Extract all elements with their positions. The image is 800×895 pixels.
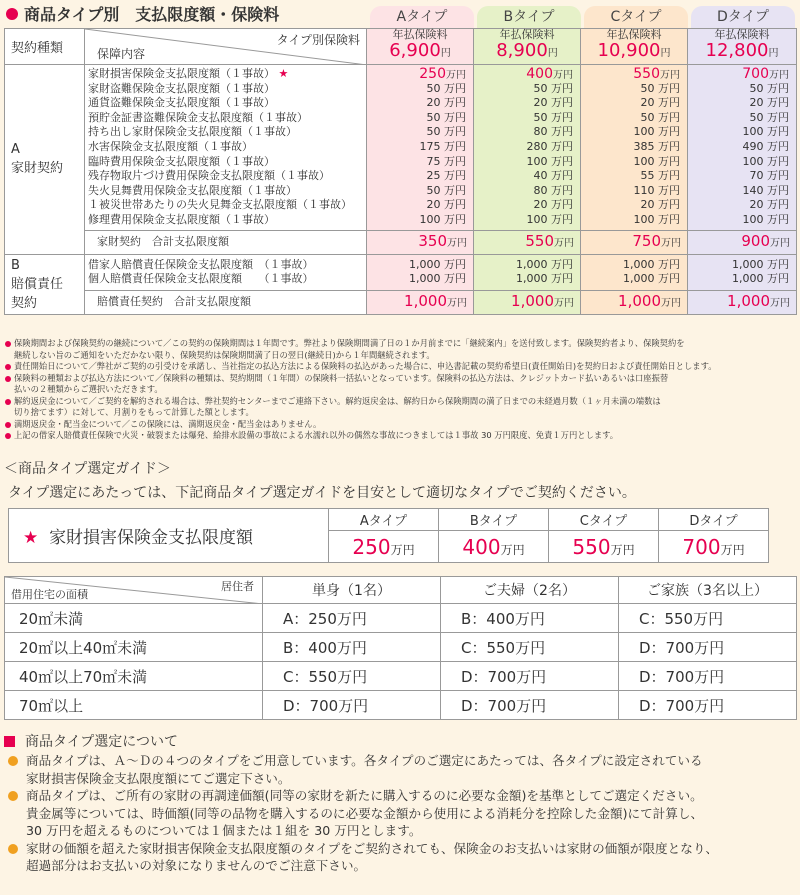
section-b-values-d <box>688 254 797 290</box>
coverage-value: 70 万円 <box>749 169 789 183</box>
coverage-value: 20 万円 <box>533 198 573 212</box>
coverage-value: 100 万円 <box>742 125 789 139</box>
coverage-value: 100 万円 <box>633 125 680 139</box>
section-b-values-a <box>367 254 474 290</box>
limit-type-c: Cタイプ <box>549 509 659 531</box>
limit-label: ★ 家財損害保険金支払限度額 <box>9 509 329 563</box>
coverage-value: 100 万円 <box>526 212 573 226</box>
coverage-item: 臨時費用保険金支払限度額（１事故） <box>88 154 275 168</box>
area-cell: D：700万円 <box>263 691 441 720</box>
area-cell: D：700万円 <box>619 633 797 662</box>
star-icon: ★ <box>23 528 39 548</box>
coverage-value: 700万円 <box>742 66 789 82</box>
area-cell: D：700万円 <box>619 662 797 691</box>
coverage-value: 20 万円 <box>533 96 573 110</box>
coverage-value: 50 万円 <box>426 125 466 139</box>
about-line: 30 万円を超えるものについては１個または１組を 30 万円とします。 <box>26 823 422 838</box>
area-row-label: 20㎡未満 <box>5 604 263 633</box>
coverage-value: 1,000 万円 <box>623 272 680 286</box>
section-b-items <box>85 254 367 290</box>
coverage-item: 水害保険金支払限度額（１事故） <box>88 139 253 153</box>
about-bullet: 家財の価額を超えた家財損害保険金支払限度額のタイプをご契約されても、保険金のお支払いは家財の価額が限度となり、 <box>6 840 796 858</box>
about-bullet: 商品タイプは、ご所有の家財の再調達価額(同等の家財を新たに購入するのに必要な金額)を基準としてご選定ください。 <box>6 787 796 805</box>
coverage-item: 失火見舞費用保険金支払限度額（１事故） <box>88 183 297 197</box>
type-tab-a: Aタイプ <box>370 6 474 28</box>
about-line: 家財損害保険金支払限度額にてご選定下さい。 <box>26 770 291 786</box>
coverage-header: タイプ別保険料 保障内容 <box>85 29 367 65</box>
note-item-cont: 切り捨てます）に対して、月割りをもって計算した額とします。 <box>14 407 254 417</box>
coverage-item: 個人賠償責任保険金支払限度額 （１事故） <box>88 272 314 286</box>
about-bullet: 商品タイプは、Ａ～Ｄの４つのタイプをご用意しています。各タイプのご選定にあたっては、各タイプに設定されている <box>6 752 796 770</box>
section-a-summary-label: 家財契約 合計支払限度額 <box>85 230 367 254</box>
coverage-value: 50 万円 <box>640 81 680 95</box>
coverage-value: 50 万円 <box>533 81 573 95</box>
limit-type-b: Bタイプ <box>439 509 549 531</box>
note-item: 責任開始日について／弊社がご契約の引受けを承諾し、当社指定の払込方法による保険料の払込があった場合に、申込書記載の契約希望日(責任開始日)を契約日および責任開始日とします。 <box>4 361 794 373</box>
coverage-value: 80 万円 <box>533 183 573 197</box>
section-a-summary-c: 750万円 <box>581 230 688 254</box>
coverage-value: 140 万円 <box>742 183 789 197</box>
coverage-value: 50 万円 <box>426 81 466 95</box>
coverage-item: 修理費用保険金支払限度額（１事故） <box>88 212 275 226</box>
type-tab-d: Dタイプ <box>691 6 795 28</box>
note-item: 保険期間および保険契約の継続について／この契約の保険期間は１年間です。弊社より保険期間満了日の１か月前までに「継続案内」を送付致します。保険契約者より、保険契約を <box>4 338 794 350</box>
area-table <box>4 576 797 720</box>
section-b-summary-d: 1,000万円 <box>688 290 797 314</box>
coverage-value: 20 万円 <box>749 96 789 110</box>
area-corner: 居住者 借用住宅の面積 <box>5 577 263 604</box>
section-b-summary-c: 1,000万円 <box>581 290 688 314</box>
coverage-value: 50 万円 <box>749 110 789 124</box>
type-tab-b: Bタイプ <box>477 6 581 28</box>
note-item: 保険料の種類および払込方法について／保険料の種類は、契約期間（１年間）の保険料一括払いとなっています。保険料の払込方法は、クレジットカード払いあるいは口座振替 <box>4 373 794 385</box>
limit-type-a: Aタイプ <box>329 509 439 531</box>
area-col-single: 単身（1名） <box>263 577 441 604</box>
section-a-label: A 家財契約 <box>5 65 85 255</box>
guide-title: ＜商品タイプ選定ガイド＞ <box>4 461 171 477</box>
page-title: 商品タイプ別 支払限度額・保険料 <box>6 2 279 25</box>
limit-type-d: Dタイプ <box>659 509 769 531</box>
limit-value-d: 700万円 <box>659 531 769 563</box>
coverage-value: 110 万円 <box>633 183 680 197</box>
area-cell: B：400万円 <box>263 633 441 662</box>
coverage-item: 家財損害保険金支払限度額（１事故） ★ <box>88 67 289 80</box>
area-cell: A：250万円 <box>263 604 441 633</box>
coverage-value: 100 万円 <box>526 154 573 168</box>
coverage-value: 1,000 万円 <box>409 257 466 271</box>
limit-value-b: 400万円 <box>439 531 549 563</box>
area-cell: D：700万円 <box>441 662 619 691</box>
section-a-values-b <box>474 65 581 231</box>
section-a-summary-b: 550万円 <box>474 230 581 254</box>
coverage-value: 55 万円 <box>640 169 680 183</box>
area-row-label: 40㎡以上70㎡未満 <box>5 662 263 691</box>
square-bullet-icon <box>4 736 15 747</box>
coverage-value: 490 万円 <box>742 139 789 153</box>
coverage-value: 280 万円 <box>526 139 573 153</box>
premium-cell-b: 年払保険料 8,900円 <box>474 29 581 65</box>
section-a-items <box>85 65 367 231</box>
coverage-value: 50 万円 <box>749 81 789 95</box>
coverage-value: 100 万円 <box>633 154 680 168</box>
about-list <box>6 752 796 875</box>
coverage-item: 借家人賠償責任保険金支払限度額 （１事故） <box>88 257 314 271</box>
limit-table <box>8 508 769 563</box>
area-row-label: 70㎡以上 <box>5 691 263 720</box>
coverage-item: 家財盗難保険金支払限度額（１事故） <box>88 81 275 95</box>
premium-cell-a: 年払保険料 6,900円 <box>367 29 474 65</box>
coverage-value: 1,000 万円 <box>409 272 466 286</box>
section-b-summary-label: 賠償責任契約 合計支払限度額 <box>85 290 367 314</box>
about-line: 貴金属等については、時価額(同等の品物を購入するのに必要な金額から使用による消耗分を控除した金額)にて計算し、 <box>26 805 704 821</box>
coverage-value: 80 万円 <box>533 125 573 139</box>
section-a-summary-d: 900万円 <box>688 230 797 254</box>
coverage-value: 20 万円 <box>640 198 680 212</box>
area-cell: C：550万円 <box>619 604 797 633</box>
notes <box>4 338 794 442</box>
area-cell: D：700万円 <box>619 691 797 720</box>
coverage-value: 20 万円 <box>426 198 466 212</box>
coverage-value: 550万円 <box>633 66 680 82</box>
section-b-summary-a: 1,000万円 <box>367 290 474 314</box>
star-icon: ★ <box>275 67 289 80</box>
coverage-item: 通貨盗難保険金支払限度額（１事故） <box>88 96 275 110</box>
type-tab-c: Cタイプ <box>584 6 688 28</box>
coverage-value: 100 万円 <box>742 212 789 226</box>
guide-intro: タイプ選定にあたっては、下記商品タイプ選定ガイドを目安として適切なタイプでご契約ください。 <box>8 485 636 501</box>
coverage-value: 20 万円 <box>749 198 789 212</box>
section-a-values-a <box>367 65 474 231</box>
premium-cell-d: 年払保険料 12,800円 <box>688 29 797 65</box>
diagonal-line <box>85 29 367 65</box>
coverage-value: 1,000 万円 <box>516 257 573 271</box>
coverage-value: 1,000 万円 <box>623 257 680 271</box>
coverage-value: 25 万円 <box>426 169 466 183</box>
coverage-value: 385 万円 <box>633 139 680 153</box>
area-col-couple: ご夫婦（2名） <box>441 577 619 604</box>
limit-value-a: 250万円 <box>329 531 439 563</box>
area-cell: D：700万円 <box>441 691 619 720</box>
note-item-cont: 払いの２種類からご選択いただきます。 <box>14 384 163 394</box>
coverage-item: 持ち出し家財保険金支払限度額（１事故） <box>88 125 297 139</box>
coverage-value: 1,000 万円 <box>732 272 789 286</box>
area-cell: B：400万円 <box>441 604 619 633</box>
coverage-value: 20 万円 <box>426 96 466 110</box>
coverage-value: 1,000 万円 <box>732 257 789 271</box>
section-b-summary-b: 1,000万円 <box>474 290 581 314</box>
contract-type-header: 契約種類 <box>5 29 85 65</box>
coverage-value: 175 万円 <box>419 139 466 153</box>
section-b-label: B 賠償責任 契約 <box>5 254 85 314</box>
coverage-value: 75 万円 <box>426 154 466 168</box>
area-col-family: ご家族（3名以上） <box>619 577 797 604</box>
bullet-icon <box>6 8 18 20</box>
section-a-summary-a: 350万円 <box>367 230 474 254</box>
coverage-item: １被災世帯あたりの失火見舞金支払限度額（１事故） <box>88 198 352 212</box>
area-cell: C：550万円 <box>441 633 619 662</box>
note-item-cont: 継続しない旨のご通知をいただかない限り、保険契約は保険期間満了日の翌日(継続日)から１年間継続されます。 <box>14 349 435 360</box>
coverage-item: 残存物取片づけ費用保険金支払限度額（１事故） <box>88 169 330 183</box>
coverage-value: 100 万円 <box>419 212 466 226</box>
coverage-value: 50 万円 <box>426 183 466 197</box>
coverage-value: 50 万円 <box>426 110 466 124</box>
area-cell: C：550万円 <box>263 662 441 691</box>
coverage-value: 100 万円 <box>742 154 789 168</box>
section-a-values-c <box>581 65 688 231</box>
section-a-values-d <box>688 65 797 231</box>
premium-cell-c: 年払保険料 10,900円 <box>581 29 688 65</box>
coverage-value: 20 万円 <box>640 96 680 110</box>
coverage-item: 預貯金証書盗難保険金支払限度額（１事故） <box>88 110 308 124</box>
note-item: 解約返戻金について／ご契約を解約される場合は、弊社契約センターまでご連絡下さい。解約返戻金は、解約日から保険期間の満了日までの未経過月数（１ヶ月未満の端数は <box>4 396 794 408</box>
coverage-value: 100 万円 <box>633 212 680 226</box>
section-b-values-b <box>474 254 581 290</box>
limit-value-c: 550万円 <box>549 531 659 563</box>
coverage-value: 1,000 万円 <box>516 272 573 286</box>
coverage-value: 40 万円 <box>533 169 573 183</box>
section-b-values-c <box>581 254 688 290</box>
area-row-label: 20㎡以上40㎡未満 <box>5 633 263 662</box>
coverage-value: 50 万円 <box>640 110 680 124</box>
coverage-value: 400万円 <box>526 66 573 82</box>
about-title: 商品タイプ選定について <box>4 731 178 751</box>
about-line: 超過部分はお支払いの対象になりませんのでご注意下さい。 <box>26 858 367 873</box>
coverage-table <box>4 28 797 315</box>
note-item: 満期返戻金・配当金について／この保険には、満期返戻金・配当金はありません。 <box>4 419 794 431</box>
note-item: 上記の借家人賠償責任保険で火災・破裂または爆発、給排水設備の事故による水濡れ以外の偶然な事故につきましては１事故 30 万円限度、免責１万円とします。 <box>4 430 794 442</box>
coverage-value: 50 万円 <box>533 110 573 124</box>
coverage-value: 250万円 <box>419 66 466 82</box>
